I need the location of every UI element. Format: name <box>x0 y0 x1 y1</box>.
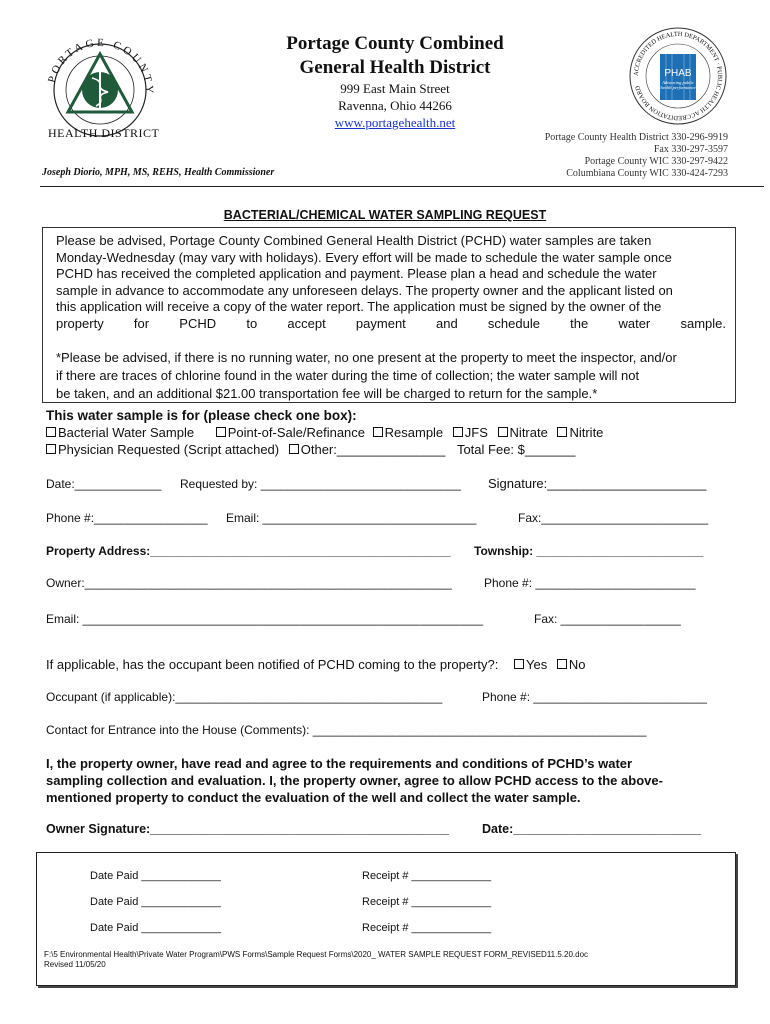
option-label: Nitrate <box>509 425 548 440</box>
org-name-line2: General Health District <box>299 57 491 78</box>
phab-tagline: Advancing public health performance <box>660 80 696 90</box>
owner-field[interactable]: Owner:_______________________________________________________ <box>46 576 452 590</box>
date-paid-field[interactable]: Date Paid _____________ <box>90 870 221 882</box>
health-district-logo <box>40 28 160 140</box>
owner-fax-field[interactable]: Fax: __________________ <box>534 612 681 626</box>
checkbox-icon[interactable] <box>453 427 463 437</box>
notified-question-row <box>46 657 585 672</box>
checkbox-icon[interactable] <box>289 444 299 454</box>
date-paid-field[interactable]: Date Paid _____________ <box>90 922 221 934</box>
agreement-line: mentioned property to conduct the evaluation of the well and collect the water sample. <box>46 790 581 805</box>
checkbox-icon[interactable] <box>216 427 226 437</box>
option-no[interactable] <box>557 657 586 672</box>
phone-line: Portage County Health District 330-296-9919 <box>544 132 728 143</box>
checkbox-icon[interactable] <box>373 427 383 437</box>
option-yes[interactable] <box>514 657 547 672</box>
agreement-line: I, the property owner, have read and agree to the requirements and conditions of PCHD’s water <box>46 756 633 771</box>
option-label: Resample <box>384 425 444 440</box>
contact-comments-field[interactable]: Contact for Entrance into the House (Comments): __________________________________________________ <box>46 723 647 737</box>
email-field[interactable]: Email: ________________________________ <box>226 511 477 525</box>
option-resample[interactable] <box>373 425 444 440</box>
option-label: Physician Requested (Script attached) <box>58 442 280 457</box>
option-physician[interactable] <box>46 442 279 457</box>
revised-date: Revised 11/05/20 <box>44 960 106 969</box>
logo-ring-text: PORTAGE COUNTY <box>45 36 156 97</box>
owner-email-field[interactable]: Email: ____________________________________________________________ <box>46 612 484 626</box>
chlorine-line: be taken, and an additional $21.00 transportation fee will be charged to return for the sample.* <box>56 386 598 401</box>
notice-paragraph <box>56 233 726 332</box>
phab-ring-text: ACCREDITED HEALTH DEPARTMENT · PUBLIC HEALTH ACCREDITATION BOARD <box>632 30 724 122</box>
owner-signature-date-field[interactable]: Date:___________________________ <box>482 822 701 836</box>
option-bacterial[interactable] <box>46 425 194 440</box>
date-field[interactable]: Date:_____________ <box>46 477 162 491</box>
option-jfs[interactable] <box>453 425 488 440</box>
township-field[interactable]: Township: _________________________ <box>474 544 704 558</box>
receipt-field[interactable]: Receipt # _____________ <box>362 896 492 908</box>
checkbox-icon[interactable] <box>46 444 56 454</box>
fax-field[interactable]: Fax:_________________________ <box>518 511 709 525</box>
receipt-field[interactable]: Receipt # _____________ <box>362 922 492 934</box>
file-path: F:\5 Environmental Health\Private Water Program\PWS Forms\Sample Request Forms\2020_ WATER SAMPLE REQUEST FORM_REVISED11.5.20.doc <box>44 950 589 959</box>
signature-field[interactable]: Signature:______________________ <box>488 476 707 491</box>
phone-list <box>545 132 728 180</box>
health-commissioner: Joseph Diorio, MPH, MS, REHS, Health Commissioner <box>42 167 275 178</box>
phone-line: Portage County WIC 330-297-9422 <box>584 156 728 167</box>
option-label: No <box>568 657 586 672</box>
sample-options-row2 <box>46 442 576 457</box>
option-label: Point-of-Sale/Refinance <box>227 425 366 440</box>
website-link[interactable]: www.portagehealth.net <box>334 115 456 130</box>
notice-line: property for PCHD to accept payment and schedule the water sample. <box>56 315 726 331</box>
option-other[interactable] <box>289 442 446 457</box>
agreement-line: sampling collection and evaluation. I, the property owner, agree to allow PCHD access to the above- <box>46 773 663 788</box>
phone-line: Columbiana County WIC 330-424-7293 <box>566 168 728 179</box>
receipt-field[interactable]: Receipt # _____________ <box>362 870 492 882</box>
option-label: Bacterial Water Sample <box>58 425 195 440</box>
option-nitrate[interactable] <box>498 425 548 440</box>
occupant-field[interactable]: Occupant (if applicable):________________________________________ <box>46 690 443 704</box>
notice-line: this application will receive a copy of the water report. The application must be signed by the owner of the <box>56 299 662 314</box>
phab-mark: PHAB <box>664 68 692 79</box>
form-title: BACTERIAL/CHEMICAL WATER SAMPLING REQUEST <box>223 208 547 222</box>
header-rule <box>40 186 764 187</box>
checkbox-icon[interactable] <box>514 659 524 669</box>
notice-line: sample in advance to accommodate any unforeseen delays. The property owner and the applicant listed on <box>56 282 673 298</box>
date-paid-field[interactable]: Date Paid _____________ <box>90 896 221 908</box>
chlorine-notice <box>56 349 726 403</box>
option-nitrite[interactable] <box>557 425 603 440</box>
notified-question: If applicable, has the occupant been notified of PCHD coming to the property?: <box>46 657 499 672</box>
option-point-of-sale[interactable] <box>216 425 365 440</box>
owner-signature-field[interactable]: Owner Signature:___________________________________________ <box>46 822 450 836</box>
checkbox-icon[interactable] <box>46 427 56 437</box>
owner-agreement <box>46 755 726 806</box>
requested-by-field[interactable]: Requested by: ______________________________ <box>180 477 461 491</box>
option-label: JFS <box>464 425 488 440</box>
checkbox-icon[interactable] <box>557 427 567 437</box>
phab-accreditation-logo <box>626 24 730 128</box>
website-link-wrap <box>200 114 590 132</box>
sample-prompt: This water sample is for (please check one box): <box>46 408 357 423</box>
property-address-field[interactable]: Property Address:_____________________________________________ <box>46 544 451 558</box>
total-fee-field[interactable]: Total Fee: $_______ <box>456 442 576 457</box>
checkbox-icon[interactable] <box>498 427 508 437</box>
owner-phone-field[interactable]: Phone #: ________________________ <box>484 576 696 590</box>
notice-line: Monday-Wednesday (may vary with holidays). Every effort will be made to schedule the water sample once <box>56 249 672 265</box>
option-label: Nitrite <box>569 425 604 440</box>
address-line2: Ravenna, Ohio 44266 <box>338 98 452 113</box>
notice-line: Please be advised, Portage County Combined General Health District (PCHD) water samples are taken <box>56 233 652 248</box>
sample-options-row1 <box>46 425 603 440</box>
chlorine-line: if there are traces of chlorine found in the water during the time of collection; the water sample will not <box>56 368 640 383</box>
option-label: Yes <box>526 657 548 672</box>
chlorine-line: *Please be advised, if there is no running water, no one present at the property to meet the inspector, and/or <box>56 350 677 365</box>
checkbox-icon[interactable] <box>557 659 567 669</box>
phone-field[interactable]: Phone #:_________________ <box>46 511 208 525</box>
phone-line: Fax 330-297-3597 <box>653 144 728 155</box>
logo-caption: HEALTH DISTRICT <box>48 126 160 140</box>
org-name-line1: Portage County Combined <box>286 33 504 54</box>
notice-line: PCHD has received the completed application and payment. Please plan a head and schedule the water <box>56 266 657 281</box>
address-line1: 999 East Main Street <box>340 81 450 96</box>
option-label: Other:_______________ <box>300 442 446 457</box>
occupant-phone-field[interactable]: Phone #: __________________________ <box>482 690 707 704</box>
